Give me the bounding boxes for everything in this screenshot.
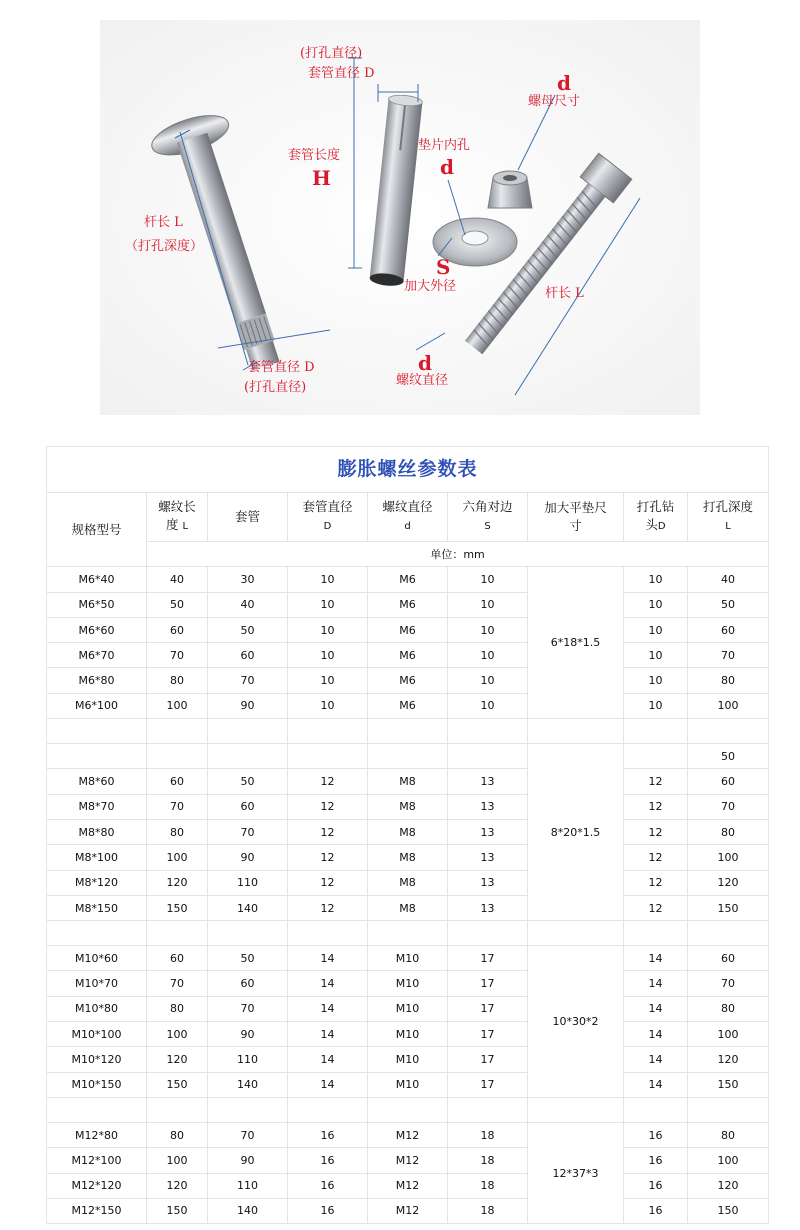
cell-thread: M8 xyxy=(368,895,448,920)
empty-cell xyxy=(47,744,147,769)
cell-thread: M6 xyxy=(368,643,448,668)
cell-sleeve-dia: 10 xyxy=(288,643,368,668)
unit-row: 单位：mm xyxy=(147,542,769,567)
cell-sleeve: 70 xyxy=(208,996,288,1021)
cell-length: 80 xyxy=(147,1122,208,1147)
cell-drill-depth: 120 xyxy=(688,870,769,895)
cell-sleeve: 50 xyxy=(208,946,288,971)
cell-length: 120 xyxy=(147,1173,208,1198)
cell-thread: M12 xyxy=(368,1122,448,1147)
cell-drill-depth: 150 xyxy=(688,1072,769,1097)
cell-sleeve-dia: 12 xyxy=(288,870,368,895)
cell-thread: M6 xyxy=(368,693,448,718)
cell-sleeve-dia: 12 xyxy=(288,819,368,844)
cell-hex: 10 xyxy=(448,567,528,592)
empty-cell xyxy=(288,719,368,744)
cell-length: 150 xyxy=(147,1072,208,1097)
empty-cell xyxy=(528,719,624,744)
empty-cell xyxy=(448,719,528,744)
cell-drill-depth: 80 xyxy=(688,819,769,844)
label-sleeve-diameter-top: 套管直径 D xyxy=(308,66,375,81)
label-washer-outer: 加大外径 xyxy=(404,279,457,294)
cell-sleeve: 60 xyxy=(208,794,288,819)
cell-sleeve-dia: 12 xyxy=(288,769,368,794)
table-row xyxy=(47,870,769,895)
empty-cell xyxy=(147,744,208,769)
cell-hex: 10 xyxy=(448,592,528,617)
cell-model: M10*150 xyxy=(47,1072,147,1097)
table-row xyxy=(47,1047,769,1072)
label-washer-inner-symbol: d xyxy=(440,155,454,179)
cell-hex: 10 xyxy=(448,643,528,668)
cell-drill-bit: 14 xyxy=(624,1022,688,1047)
cell-length: 70 xyxy=(147,643,208,668)
cell-sleeve: 70 xyxy=(208,668,288,693)
cell-model: M10*120 xyxy=(47,1047,147,1072)
cell-model: M8*80 xyxy=(47,819,147,844)
label-washer-inner-hole: 垫片内孔 xyxy=(418,138,471,153)
label-hex-rod-length: 杆长 L xyxy=(545,286,584,301)
label-rod-length: 杆长 L xyxy=(144,215,183,230)
empty-cell xyxy=(624,921,688,946)
cell-thread: M10 xyxy=(368,996,448,1021)
cell-thread: M10 xyxy=(368,1047,448,1072)
parameter-table xyxy=(46,446,769,1224)
cell-model: M12*120 xyxy=(47,1173,147,1198)
cell-model: M6*80 xyxy=(47,668,147,693)
cell-drill-bit: 16 xyxy=(624,1148,688,1173)
empty-cell xyxy=(688,1097,769,1122)
label-sleeve-length: 套管长度 xyxy=(288,148,341,163)
cell-sleeve-dia: 16 xyxy=(288,1122,368,1147)
washer-size-cell: 10*30*2 xyxy=(528,946,624,1098)
empty-cell xyxy=(288,744,368,769)
empty-cell xyxy=(288,1097,368,1122)
cell-hex: 13 xyxy=(448,794,528,819)
cell-drill-depth: 70 xyxy=(688,794,769,819)
cell-model: M8*70 xyxy=(47,794,147,819)
label-nut-size: 螺母尺寸 xyxy=(528,94,581,109)
cell-length: 60 xyxy=(147,617,208,642)
empty-cell xyxy=(47,1097,147,1122)
table-row xyxy=(47,946,769,971)
cell-drill-bit: 12 xyxy=(624,895,688,920)
table-row xyxy=(47,668,769,693)
cell-sleeve: 140 xyxy=(208,1198,288,1223)
cell-thread: M8 xyxy=(368,870,448,895)
label-sleeve-diameter-bottom: 套管直径 D xyxy=(248,360,315,375)
cell-drill-bit: 16 xyxy=(624,1173,688,1198)
cell-sleeve-dia: 16 xyxy=(288,1148,368,1173)
header-washer-size: 加大平垫尺 寸 xyxy=(528,493,624,542)
cell-model: M6*100 xyxy=(47,693,147,718)
cell-drill-depth: 50 xyxy=(688,592,769,617)
cell-drill-bit: 12 xyxy=(624,769,688,794)
table-row xyxy=(47,1022,769,1047)
empty-cell xyxy=(528,921,624,946)
cell-sleeve: 90 xyxy=(208,693,288,718)
cell-model: M12*150 xyxy=(47,1198,147,1223)
cell-sleeve: 30 xyxy=(208,567,288,592)
empty-cell xyxy=(624,1097,688,1122)
cell-model: M6*70 xyxy=(47,643,147,668)
cell-sleeve-dia: 12 xyxy=(288,794,368,819)
cell-drill-depth: 60 xyxy=(688,946,769,971)
cell-sleeve-dia: 10 xyxy=(288,693,368,718)
cell-drill-bit: 14 xyxy=(624,1047,688,1072)
bolt-photo-illustration xyxy=(100,20,700,415)
empty-cell xyxy=(288,921,368,946)
cell-drill-depth: 70 xyxy=(688,971,769,996)
cell-sleeve-dia: 14 xyxy=(288,971,368,996)
cell-model: M10*80 xyxy=(47,996,147,1021)
cell-sleeve-dia: 10 xyxy=(288,668,368,693)
cell-hex: 10 xyxy=(448,693,528,718)
cell-drill-bit: 12 xyxy=(624,870,688,895)
cell-length: 150 xyxy=(147,1198,208,1223)
empty-cell xyxy=(208,921,288,946)
cell-length: 40 xyxy=(147,567,208,592)
cell-model: M12*100 xyxy=(47,1148,147,1173)
cell-drill-bit: 16 xyxy=(624,1122,688,1147)
empty-cell xyxy=(448,921,528,946)
cell-drill-bit: 14 xyxy=(624,996,688,1021)
header-hex-across-flats: 六角对边 S xyxy=(448,493,528,542)
cell-drill-depth: 150 xyxy=(688,1198,769,1223)
cell-drill-depth: 100 xyxy=(688,1148,769,1173)
cell-thread: M10 xyxy=(368,1072,448,1097)
cell-sleeve-dia: 14 xyxy=(288,1072,368,1097)
cell-thread: M6 xyxy=(368,592,448,617)
table-title: 膨胀螺丝参数表 xyxy=(47,447,769,493)
cell-thread: M6 xyxy=(368,567,448,592)
header-drill-depth: 打孔深度 L xyxy=(688,493,769,542)
cell-drill-depth: 70 xyxy=(688,643,769,668)
cell-length: 80 xyxy=(147,819,208,844)
table-row xyxy=(47,794,769,819)
header-thread-diameter: 螺纹直径 d xyxy=(368,493,448,542)
empty-cell xyxy=(688,921,769,946)
cell-drill-depth: 120 xyxy=(688,1173,769,1198)
cell-sleeve: 90 xyxy=(208,1148,288,1173)
cell-drill-bit: 12 xyxy=(624,819,688,844)
cell-sleeve-dia: 10 xyxy=(288,592,368,617)
table-row xyxy=(47,1072,769,1097)
empty-cell xyxy=(448,1097,528,1122)
cell-sleeve: 50 xyxy=(208,617,288,642)
cell-thread: M10 xyxy=(368,971,448,996)
cell-drill-depth: 100 xyxy=(688,693,769,718)
cell-sleeve: 40 xyxy=(208,592,288,617)
group-separator-row xyxy=(47,1097,769,1122)
cell-sleeve: 90 xyxy=(208,845,288,870)
cell-drill-depth: 40 xyxy=(688,567,769,592)
cell-length: 70 xyxy=(147,794,208,819)
cell-length: 100 xyxy=(147,1148,208,1173)
label-nut-symbol: d xyxy=(557,71,571,95)
cell-hex: 18 xyxy=(448,1198,528,1223)
label-drill-diameter-bottom: (打孔直径) xyxy=(244,380,307,395)
cell-sleeve-dia: 12 xyxy=(288,895,368,920)
cell-model: M8*120 xyxy=(47,870,147,895)
cell-thread: M8 xyxy=(368,769,448,794)
cell-drill-bit: 14 xyxy=(624,946,688,971)
cell-sleeve: 110 xyxy=(208,1173,288,1198)
cell-hex: 17 xyxy=(448,1072,528,1097)
empty-cell xyxy=(368,744,448,769)
cell-hex: 13 xyxy=(448,870,528,895)
cell-sleeve-dia: 16 xyxy=(288,1198,368,1223)
cell-thread: M12 xyxy=(368,1173,448,1198)
cell-drill-depth: 50 xyxy=(688,744,769,769)
empty-cell xyxy=(147,719,208,744)
cell-sleeve-dia: 14 xyxy=(288,996,368,1021)
table-row xyxy=(47,1148,769,1173)
cell-hex: 13 xyxy=(448,895,528,920)
empty-cell xyxy=(208,719,288,744)
cell-hex: 17 xyxy=(448,971,528,996)
table-row xyxy=(47,567,769,592)
table-row xyxy=(47,845,769,870)
cell-length: 50 xyxy=(147,592,208,617)
cell-model: M8*60 xyxy=(47,769,147,794)
cell-thread: M12 xyxy=(368,1198,448,1223)
cell-drill-bit: 14 xyxy=(624,1072,688,1097)
label-drill-diameter-top: (打孔直径) xyxy=(300,46,363,61)
cell-sleeve: 70 xyxy=(208,1122,288,1147)
cell-drill-bit: 10 xyxy=(624,617,688,642)
cell-sleeve: 110 xyxy=(208,870,288,895)
cell-hex: 18 xyxy=(448,1173,528,1198)
cell-sleeve: 140 xyxy=(208,895,288,920)
cell-hex: 13 xyxy=(448,819,528,844)
cell-length: 80 xyxy=(147,996,208,1021)
cell-drill-depth: 150 xyxy=(688,895,769,920)
cell-hex: 18 xyxy=(448,1148,528,1173)
cell-thread: M10 xyxy=(368,946,448,971)
empty-cell xyxy=(368,719,448,744)
table-row xyxy=(47,744,769,769)
cell-sleeve-dia: 12 xyxy=(288,845,368,870)
cell-drill-depth: 100 xyxy=(688,1022,769,1047)
cell-sleeve-dia: 14 xyxy=(288,1047,368,1072)
empty-cell xyxy=(448,744,528,769)
empty-cell xyxy=(47,719,147,744)
cell-hex: 10 xyxy=(448,668,528,693)
cell-thread: M8 xyxy=(368,845,448,870)
cell-drill-bit: 12 xyxy=(624,845,688,870)
header-drill-bit: 打孔钻 头D xyxy=(624,493,688,542)
cell-length: 100 xyxy=(147,1022,208,1047)
table-row xyxy=(47,996,769,1021)
cell-length: 80 xyxy=(147,668,208,693)
table-row xyxy=(47,895,769,920)
cell-sleeve: 90 xyxy=(208,1022,288,1047)
header-model: 规格型号 xyxy=(47,493,147,567)
cell-length: 70 xyxy=(147,971,208,996)
cell-drill-bit: 10 xyxy=(624,668,688,693)
empty-cell xyxy=(47,921,147,946)
cell-thread: M8 xyxy=(368,819,448,844)
cell-length: 120 xyxy=(147,870,208,895)
table-row xyxy=(47,617,769,642)
cell-drill-bit: 10 xyxy=(624,643,688,668)
cell-length: 60 xyxy=(147,769,208,794)
empty-cell xyxy=(208,1097,288,1122)
cell-hex: 13 xyxy=(448,769,528,794)
cell-model: M10*100 xyxy=(47,1022,147,1047)
cell-sleeve-dia: 10 xyxy=(288,617,368,642)
cell-length: 100 xyxy=(147,845,208,870)
cell-hex: 10 xyxy=(448,617,528,642)
cell-model: M8*100 xyxy=(47,845,147,870)
cell-sleeve: 60 xyxy=(208,643,288,668)
empty-cell xyxy=(368,1097,448,1122)
cell-length: 60 xyxy=(147,946,208,971)
cell-drill-depth: 60 xyxy=(688,617,769,642)
header-sleeve-diameter: 套管直径 D xyxy=(288,493,368,542)
table-row xyxy=(47,1122,769,1147)
washer-size-cell: 8*20*1.5 xyxy=(528,744,624,921)
cell-drill-bit: 10 xyxy=(624,592,688,617)
empty-cell xyxy=(528,1097,624,1122)
cell-hex: 17 xyxy=(448,946,528,971)
cell-drill-depth: 120 xyxy=(688,1047,769,1072)
cell-hex: 17 xyxy=(448,1022,528,1047)
cell-hex: 17 xyxy=(448,996,528,1021)
empty-cell xyxy=(147,921,208,946)
table-row xyxy=(47,592,769,617)
cell-thread: M12 xyxy=(368,1148,448,1173)
cell-sleeve-dia: 14 xyxy=(288,946,368,971)
cell-thread: M8 xyxy=(368,794,448,819)
empty-cell xyxy=(624,744,688,769)
cell-drill-bit: 14 xyxy=(624,971,688,996)
nut xyxy=(488,171,532,208)
label-sleeve-length-symbol: H xyxy=(312,166,331,190)
cell-model: M12*80 xyxy=(47,1122,147,1147)
cell-sleeve: 50 xyxy=(208,769,288,794)
cell-drill-bit: 10 xyxy=(624,567,688,592)
cell-model: M10*70 xyxy=(47,971,147,996)
cell-drill-depth: 80 xyxy=(688,668,769,693)
table-row xyxy=(47,819,769,844)
empty-cell xyxy=(208,744,288,769)
table-row xyxy=(47,643,769,668)
empty-cell xyxy=(147,1097,208,1122)
cell-length: 150 xyxy=(147,895,208,920)
washer-size-cell: 12*37*3 xyxy=(528,1122,624,1223)
table-row xyxy=(47,1173,769,1198)
cell-length: 120 xyxy=(147,1047,208,1072)
label-thread-symbol: d xyxy=(418,351,432,375)
cell-model: M6*60 xyxy=(47,617,147,642)
label-drill-depth: （打孔深度） xyxy=(125,239,204,254)
empty-cell xyxy=(688,719,769,744)
cell-sleeve: 140 xyxy=(208,1072,288,1097)
cell-drill-bit: 12 xyxy=(624,794,688,819)
table-row xyxy=(47,769,769,794)
cell-hex: 13 xyxy=(448,845,528,870)
header-thread-length: 螺纹长 度 L xyxy=(147,493,208,542)
product-dimension-diagram xyxy=(100,20,700,415)
cell-hex: 18 xyxy=(448,1122,528,1147)
group-separator-row xyxy=(47,921,769,946)
cell-drill-depth: 60 xyxy=(688,769,769,794)
cell-drill-bit: 16 xyxy=(624,1198,688,1223)
cell-drill-depth: 100 xyxy=(688,845,769,870)
cell-drill-bit: 10 xyxy=(624,693,688,718)
cell-sleeve: 110 xyxy=(208,1047,288,1072)
cell-thread: M6 xyxy=(368,617,448,642)
label-washer-outer-symbol: S xyxy=(436,255,451,279)
cell-model: M6*40 xyxy=(47,567,147,592)
cell-model: M6*50 xyxy=(47,592,147,617)
cell-thread: M10 xyxy=(368,1022,448,1047)
cell-model: M8*150 xyxy=(47,895,147,920)
group-separator-row xyxy=(47,719,769,744)
label-thread-diameter: 螺纹直径 xyxy=(396,373,449,388)
cell-drill-depth: 80 xyxy=(688,996,769,1021)
table-row xyxy=(47,1198,769,1223)
empty-cell xyxy=(368,921,448,946)
cell-sleeve-dia: 14 xyxy=(288,1022,368,1047)
cell-thread: M6 xyxy=(368,668,448,693)
washer-size-cell: 6*18*1.5 xyxy=(528,567,624,719)
cell-length: 100 xyxy=(147,693,208,718)
empty-cell xyxy=(624,719,688,744)
cell-sleeve: 70 xyxy=(208,819,288,844)
cell-sleeve-dia: 16 xyxy=(288,1173,368,1198)
header-sleeve: 套管 xyxy=(208,493,288,542)
cell-drill-depth: 80 xyxy=(688,1122,769,1147)
cell-hex: 17 xyxy=(448,1047,528,1072)
cell-sleeve-dia: 10 xyxy=(288,567,368,592)
table-row xyxy=(47,693,769,718)
cell-model: M10*60 xyxy=(47,946,147,971)
table-row xyxy=(47,971,769,996)
cell-sleeve: 60 xyxy=(208,971,288,996)
